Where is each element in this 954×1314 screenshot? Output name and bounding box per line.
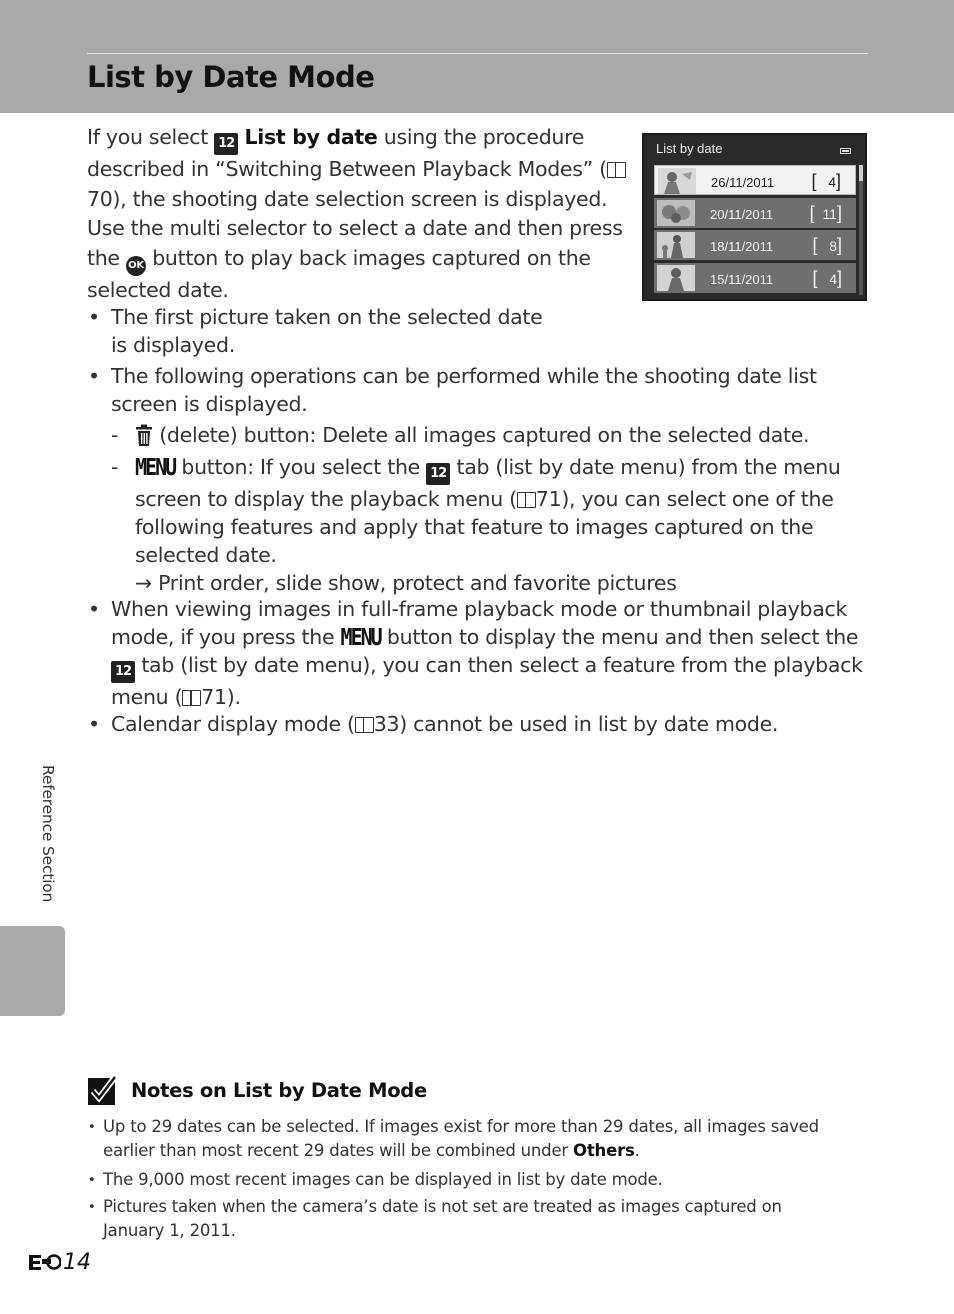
book-icon [355, 717, 374, 733]
intro-paragraph [87, 123, 627, 305]
reference-e-icon [27, 1253, 61, 1271]
menu-button-icon: MENU [340, 623, 381, 651]
date-list-row[interactable] [654, 165, 856, 195]
date-list-row[interactable] [654, 198, 856, 228]
thumbnail-image [657, 265, 695, 291]
intro-text-2: using the procedure described in “Switching Between Playback Modes” ( [87, 125, 607, 181]
arrow-icon: → [135, 571, 152, 596]
date-list-row[interactable] [654, 230, 856, 260]
checkmark-icon [88, 1075, 118, 1105]
scrollbar[interactable] [859, 165, 863, 295]
row-count: [ 11] [809, 202, 842, 223]
date-list [654, 165, 856, 295]
ok-button-icon: OK [126, 256, 146, 276]
page-title: List by Date Mode [87, 60, 375, 94]
section-header [0, 0, 954, 113]
note-item: • Pictures taken when the camera’s date is not set are treated as images captured on January 1, 2011. [88, 1197, 782, 1240]
notes-title: Notes on List by Date Mode [131, 1079, 427, 1102]
battery-icon [840, 148, 851, 154]
camera-screen-title: List by date [656, 141, 723, 156]
page-number: 14 [27, 1250, 91, 1275]
list-by-date-icon: 12 [111, 661, 135, 683]
row-date: 18/11/2011 [710, 239, 774, 254]
scrollbar-thumb[interactable] [859, 165, 863, 181]
book-icon [182, 690, 201, 706]
section-side-label: Reference Section [39, 765, 57, 903]
row-date: 20/11/2011 [710, 206, 774, 222]
note-item: • The 9,000 most recent images can be displayed in list by date mode. [88, 1170, 663, 1189]
thumbnail-image [658, 168, 696, 194]
trash-icon [135, 424, 153, 446]
row-count: [ 8] [812, 235, 842, 255]
row-count: [ 4] [812, 267, 842, 288]
menu-button-icon: MENU [135, 452, 176, 481]
note-item: • Up to 29 dates can be selected. If images exist for more than 29 dates, all images saved earlier than most recent 29 dates will be combined under Others. [88, 1117, 819, 1160]
book-icon [607, 162, 626, 178]
bullet-item: • The following operations can be performed while the shooting date list screen is displayed. - (delete) button: Delete all images captured on the selected date. - MENU button: If you select the 12 tab (list by date menu) from the menu screen to display the playback menu ( 71), you can select one of the following features and apply that feature to images captured on the selected date. → Print order, slide show, protect and favorite pictures [88, 362, 868, 597]
arrow-line: → Print order, slide show, protect and favorite pictures [135, 571, 677, 596]
intro-text-4: button to play back images captured on the selected date. [87, 245, 591, 302]
sub-item-menu: - MENU button: If you select the 12 tab (list by date menu) from the menu screen to display the playback menu ( 71), you can select one of the following features and apply that feature to images captured on the selected date. [111, 453, 868, 570]
section-side-tab [0, 926, 65, 1016]
bullet-item: • Calendar display mode ( 33) cannot be used in list by date mode. [88, 712, 779, 736]
sub-item-delete: - (delete) button: Delete all images captured on the selected date. [111, 423, 810, 448]
thumbnail-image [657, 232, 695, 258]
row-count: [ 4] [811, 171, 841, 191]
list-by-date-icon: 12 [426, 463, 450, 485]
camera-screen [642, 133, 867, 301]
row-date: 26/11/2011 [711, 175, 775, 190]
book-icon [517, 492, 536, 508]
intro-text-1: If you select [87, 125, 208, 149]
bullet-item: • When viewing images in full-frame playback mode or thumbnail playback mode, if you press the MENU button to display the menu and then select the 12 tab (list by date menu), you can then select a feature from the playback menu ( 71). [88, 597, 863, 710]
row-date: 15/11/2011 [710, 271, 774, 287]
mode-name: List by date [244, 125, 378, 149]
bullet-item: • The first picture taken on the selected date is displayed. [88, 305, 543, 358]
date-list-row[interactable] [654, 263, 856, 293]
list-by-date-icon: 12 [214, 133, 238, 155]
intro-text-3: 70), the shooting date selection screen is displayed. Use the multi selector to select a date and then press the [87, 186, 623, 270]
header-rule [87, 53, 868, 54]
thumbnail-image [657, 200, 695, 226]
